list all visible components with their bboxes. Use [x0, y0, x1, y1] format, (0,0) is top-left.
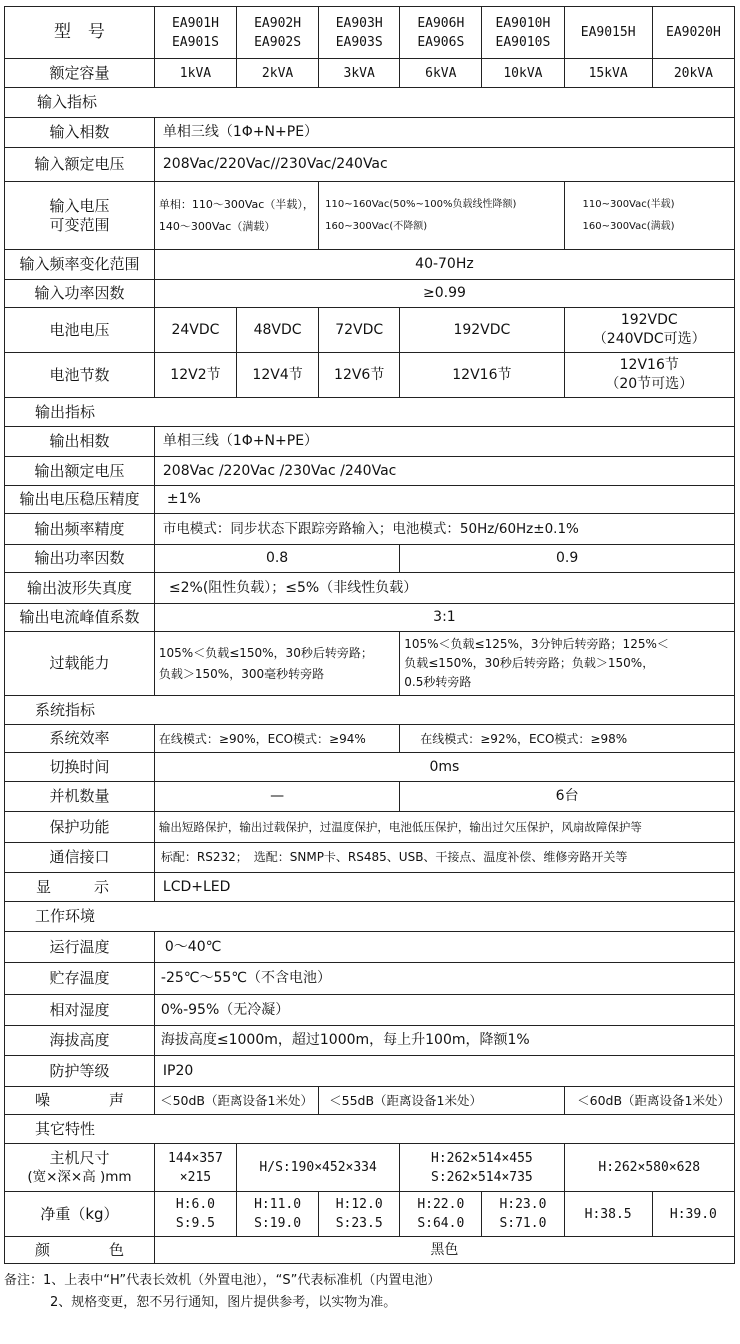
row-label: 电池电压: [5, 308, 155, 353]
value-cell: 3:1: [154, 604, 734, 632]
value-cell: 144×357 ×215: [154, 1144, 236, 1192]
value-cell: 20kVA: [652, 59, 734, 88]
row-label: 显 示: [5, 873, 155, 902]
value-cell: 6台: [400, 782, 735, 812]
value-cell: 10kVA: [482, 59, 564, 88]
value-cell: 2kVA: [237, 59, 319, 88]
footnote-line: 2、规格变更，恕不另行通知，图片提供参考，以实物为准。: [50, 1295, 397, 1310]
row-label: 防护等级: [5, 1056, 155, 1087]
value-cell: 输出短路保护，输出过载保护，过温度保护，电池低压保护，输出过欠压保护，风扇故障保护等: [154, 812, 734, 843]
row-label: 运行温度: [5, 932, 155, 963]
value-cell: H:12.0 S:23.5: [319, 1192, 400, 1237]
row-label: 相对湿度: [5, 995, 155, 1026]
value-cell: 12V2节: [154, 353, 236, 398]
value-cell: 12V4节: [237, 353, 319, 398]
value-cell: 110~160Vac(50%~100%负载线性降额) 160~300Vac(不降额): [319, 182, 564, 250]
row-label: 输出功率因数: [5, 545, 155, 573]
value-cell: ≤2%(阻性负载）；≤5%（非线性负载）: [154, 573, 734, 604]
value-cell: H:11.0 S:19.0: [237, 1192, 319, 1237]
value-cell: 0～40℃: [154, 932, 734, 963]
value-cell: 48VDC: [237, 308, 319, 353]
section-heading: 输出指标: [5, 398, 735, 427]
value-cell: 在线模式：≥90%，ECO模式：≥94%: [154, 725, 399, 753]
value-cell: 0%-95%（无冷凝）: [154, 995, 734, 1026]
value-cell: IP20: [154, 1056, 734, 1087]
value-cell: 市电模式：同步状态下跟踪旁路输入；电池模式：50Hz/60Hz±0.1%: [154, 514, 734, 545]
value-cell: 12V16节: [400, 353, 564, 398]
model-cell: EA902H EA902S: [237, 7, 319, 59]
value-cell: ≥0.99: [154, 280, 734, 308]
footnotes: [4, 1270, 734, 1314]
value-cell: —: [154, 782, 399, 812]
value-cell: 208Vac/220Vac//230Vac/240Vac: [154, 148, 734, 182]
row-label: 保护功能: [5, 812, 155, 843]
section-heading: 输入指标: [5, 88, 735, 118]
value-cell: -25℃～55℃（不含电池）: [154, 963, 734, 995]
value-cell: H:39.0: [652, 1192, 734, 1237]
value-cell: ＜60dB（距离设备1米处）: [564, 1087, 735, 1115]
value-cell: 黑色: [154, 1237, 734, 1264]
value-cell: 192VDC （240VDC可选）: [564, 308, 735, 353]
value-cell: LCD+LED: [154, 873, 734, 902]
capacity-row: [5, 59, 735, 88]
value-cell: 40-70Hz: [154, 250, 734, 280]
row-label: 输出频率精度: [5, 514, 155, 545]
value-cell: 0.8: [154, 545, 399, 573]
row-label: 输出电压稳压精度: [5, 486, 155, 514]
model-cell: EA901H EA901S: [154, 7, 236, 59]
row-label: 电池节数: [5, 353, 155, 398]
value-cell: 72VDC: [319, 308, 400, 353]
model-cell: EA9020H: [652, 7, 734, 59]
value-cell: 105%＜负载≤150%，30秒后转旁路； 负载＞150%，300毫秒转旁路: [154, 632, 399, 696]
row-label: 输入电压 可变范围: [5, 182, 155, 250]
row-label: 输出相数: [5, 427, 155, 457]
value-cell: 15kVA: [564, 59, 652, 88]
value-cell: 208Vac /220Vac /230Vac /240Vac: [154, 457, 734, 486]
row-label: 额定容量: [5, 59, 155, 88]
section-heading: 系统指标: [5, 696, 735, 725]
value-cell: 24VDC: [154, 308, 236, 353]
value-cell: 海拔高度≤1000m，超过1000m，每上升100m，降额1%: [154, 1026, 734, 1056]
model-cell: EA903H EA903S: [319, 7, 400, 59]
value-cell: H:38.5: [564, 1192, 652, 1237]
value-cell: ＜55dB（距离设备1米处）: [319, 1087, 564, 1115]
footnote-line: 备注：1、上表中“H”代表长效机（外置电池），“S”代表标准机（内置电池）: [4, 1273, 441, 1288]
row-label: 输出电流峰值系数: [5, 604, 155, 632]
row-label: 输出波形失真度: [5, 573, 155, 604]
model-cell: EA906H EA906S: [400, 7, 482, 59]
value-cell: 12V16节 （20节可选）: [564, 353, 735, 398]
value-cell: 12V6节: [319, 353, 400, 398]
value-cell: 110~300Vac(半载) 160~300Vac(满载): [564, 182, 735, 250]
model-cell: EA9010H EA9010S: [482, 7, 564, 59]
value-cell: 在线模式：≥92%，ECO模式：≥98%: [400, 725, 735, 753]
row-label: 输出额定电压: [5, 457, 155, 486]
value-cell: 0.9: [400, 545, 735, 573]
value-cell: H:262×514×455 S:262×514×735: [400, 1144, 564, 1192]
value-cell: H/S:190×452×334: [237, 1144, 400, 1192]
value-cell: 标配：RS232； 选配：SNMP卡、RS485、USB、干接点、温度补偿、维修旁路开关等: [154, 843, 734, 873]
value-cell: 105%＜负载≤125%，3分钟后转旁路；125%＜ 负载≤150%，30秒后转旁路；负载＞150%， 0.5秒转旁路: [400, 632, 735, 696]
model-cell: EA9015H: [564, 7, 652, 59]
value-cell: 6kVA: [400, 59, 482, 88]
row-label: 输入相数: [5, 118, 155, 148]
value-cell: 单相三线（1Φ+N+PE）: [154, 427, 734, 457]
value-cell: 单相三线（1Φ+N+PE）: [154, 118, 734, 148]
row-label: 输入功率因数: [5, 280, 155, 308]
value-cell: H:22.0 S:64.0: [400, 1192, 482, 1237]
row-label: 主机尺寸 (宽×深×高 )mm: [5, 1144, 155, 1192]
value-cell: 3kVA: [319, 59, 400, 88]
row-label: 输入额定电压: [5, 148, 155, 182]
row-label: 切换时间: [5, 753, 155, 782]
row-label: 系统效率: [5, 725, 155, 753]
value-cell: 192VDC: [400, 308, 564, 353]
value-cell: 0ms: [154, 753, 734, 782]
value-cell: H:262×580×628: [564, 1144, 735, 1192]
row-label: 颜 色: [5, 1237, 155, 1264]
row-label: 贮存温度: [5, 963, 155, 995]
model-row: [5, 7, 735, 59]
value-cell: H:23.0 S:71.0: [482, 1192, 564, 1237]
row-label: 并机数量: [5, 782, 155, 812]
value-cell: H:6.0 S:9.5: [154, 1192, 236, 1237]
row-label: 输入频率变化范围: [5, 250, 155, 280]
row-label: 噪 声: [5, 1087, 155, 1115]
spec-table: [4, 6, 735, 1264]
value-cell: 1kVA: [154, 59, 236, 88]
row-label: 通信接口: [5, 843, 155, 873]
row-label: 海拔高度: [5, 1026, 155, 1056]
section-heading: 工作环境: [5, 902, 735, 932]
value-cell: ±1%: [154, 486, 734, 514]
model-label: 型 号: [5, 7, 155, 59]
value-cell: ＜50dB（距离设备1米处）: [154, 1087, 318, 1115]
row-label: 过载能力: [5, 632, 155, 696]
row-label: 净重（kg）: [5, 1192, 155, 1237]
value-cell: 单相：110～300Vac（半载）， 140～300Vac（满载）: [154, 182, 318, 250]
section-heading: 其它特性: [5, 1115, 735, 1144]
